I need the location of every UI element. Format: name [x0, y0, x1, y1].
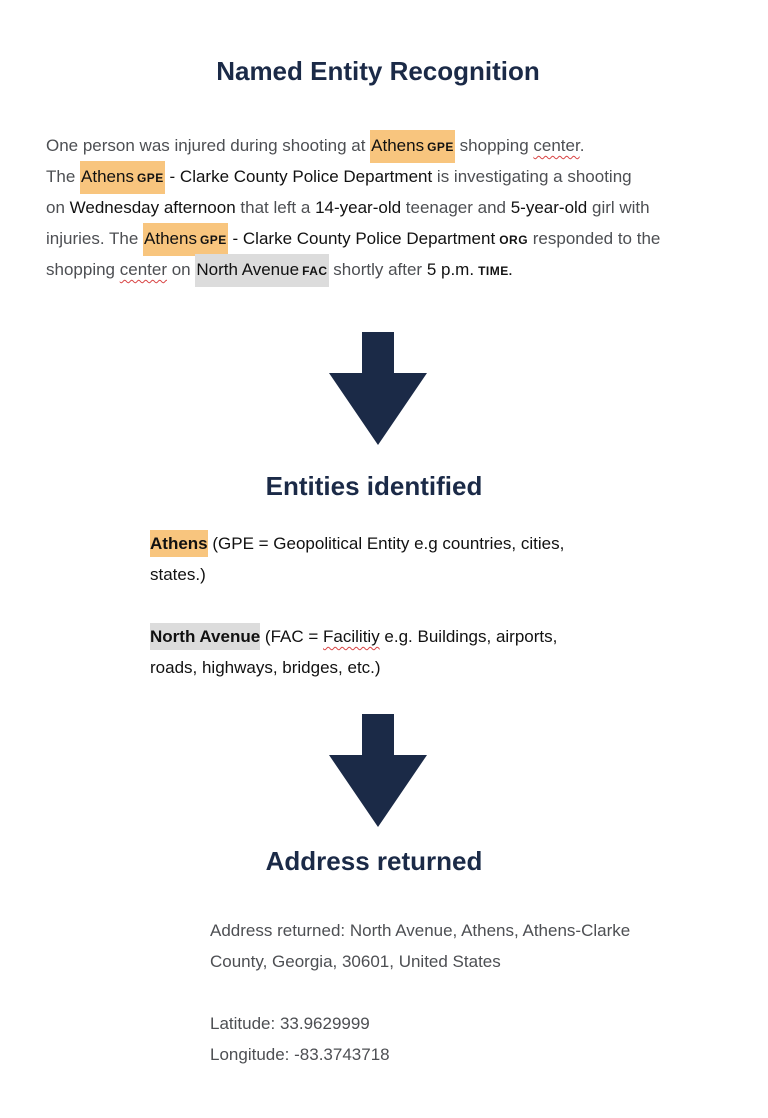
plain-text: shortly after — [328, 260, 427, 279]
entity-text: Wednesday afternoon — [69, 198, 236, 217]
entity-text: 5 p.m. — [426, 260, 475, 279]
entity-item-athens — [150, 528, 590, 590]
plain-text: teenager and — [401, 198, 511, 217]
entity-desc-line1: (GPE = Geopolitical Entity e.g countries, cities, — [207, 534, 565, 553]
entity-tag-label: GPE — [199, 233, 227, 247]
paragraph-line — [46, 161, 726, 192]
title-ner: Named Entity Recognition — [216, 56, 540, 86]
latitude-value: Latitude: 33.9629999 — [210, 1014, 370, 1033]
longitude-value: Longitude: -83.3743718 — [210, 1045, 390, 1064]
entity-text: 5-year-old — [510, 198, 588, 217]
entity-text: North Avenue — [196, 260, 300, 279]
entity-text: Athens — [81, 167, 134, 186]
plain-text: shopping — [46, 260, 120, 279]
entity-desc-post: e.g. Buildings, airports, — [379, 627, 558, 646]
entity-highlight-gpe — [370, 130, 455, 163]
entity-highlight-gpe — [143, 223, 228, 256]
entity-desc-line2: states.) — [150, 565, 206, 584]
misspelled-word: Facilitiy — [323, 627, 380, 646]
plain-text: girl with — [587, 198, 650, 217]
plain-text: The — [46, 167, 81, 186]
address-result — [210, 915, 680, 1070]
plain-text: responded to the — [528, 229, 661, 248]
plain-text: shopping — [454, 136, 534, 155]
plain-text: injuries. The — [46, 229, 144, 248]
down-arrow-icon — [329, 714, 427, 827]
title-address-returned: Address returned — [265, 846, 483, 876]
entity-text: - Clarke County Police Department — [164, 167, 433, 186]
paragraph-line — [46, 254, 726, 285]
plain-text: is investigating a shooting — [432, 167, 632, 186]
entity-text: Athens — [371, 136, 425, 155]
entities-list — [150, 528, 590, 714]
plain-text: on — [166, 260, 196, 279]
plain-text: One person was injured during shooting at — [46, 136, 371, 155]
entity-tag-label: FAC — [302, 264, 328, 278]
address-line: Address returned: North Avenue, Athens, Athens-Clarke — [210, 921, 631, 940]
entity-tag-label: GPE — [136, 171, 164, 185]
entity-highlight-fac — [195, 254, 328, 287]
entity-desc-pre: (FAC = — [260, 627, 324, 646]
paragraph-line — [46, 223, 726, 254]
plain-text: that left a — [235, 198, 316, 217]
paragraph-line — [46, 130, 726, 161]
entity-name-gpe: Athens — [150, 530, 208, 557]
entity-text: 14-year-old — [315, 198, 402, 217]
entity-tag-label: TIME. — [478, 264, 513, 278]
address-line: County, Georgia, 30601, United States — [210, 952, 501, 971]
ner-annotated-paragraph — [46, 130, 726, 285]
down-arrow-icon — [329, 332, 427, 445]
misspelled-word: center — [533, 136, 580, 155]
title-entities-identified: Entities identified — [265, 471, 483, 501]
plain-text: on — [46, 198, 70, 217]
misspelled-word: center — [119, 260, 167, 279]
entity-desc-line2: roads, highways, bridges, etc.) — [150, 658, 381, 677]
entity-tag-label: ORG — [499, 233, 529, 247]
entity-highlight-gpe — [80, 161, 165, 194]
paragraph-line — [46, 192, 726, 223]
plain-text: . — [579, 136, 585, 155]
entity-name-fac: North Avenue — [150, 623, 260, 650]
entity-text: Athens — [144, 229, 197, 248]
entity-tag-label: GPE — [427, 140, 454, 154]
entity-item-north-avenue — [150, 621, 590, 683]
entity-text: - Clarke County Police Department — [227, 229, 496, 248]
